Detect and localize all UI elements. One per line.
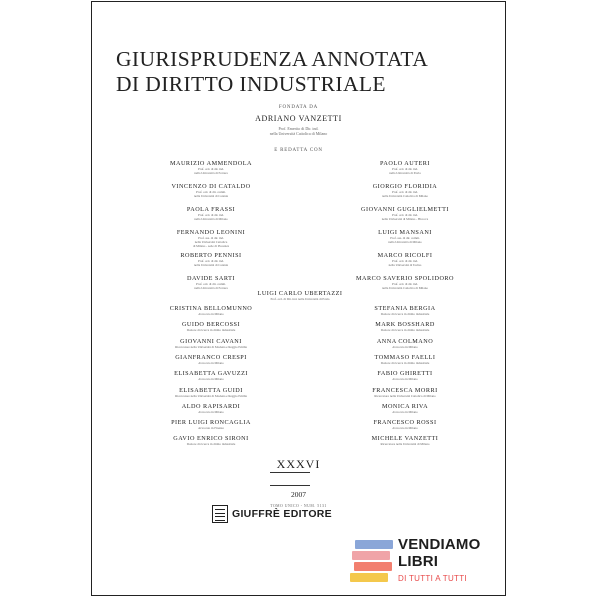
editor-name: MICHELE VANZETTI bbox=[371, 435, 439, 443]
editor-center bbox=[220, 290, 380, 302]
editor-name: ANNA COLMANO bbox=[376, 337, 434, 345]
book-stack-icon bbox=[352, 551, 390, 560]
editor-name: PIER LUIGI RONCAGLIA bbox=[171, 419, 251, 427]
editor-affiliation: Ricercatore nella Università di Modena e Reggio Emilia bbox=[175, 344, 247, 349]
book-stack-icon bbox=[350, 573, 388, 582]
editor-name: ELISABETTA GUIDI bbox=[179, 386, 243, 394]
book-stack-icon bbox=[355, 540, 393, 549]
editor-name: GIORGIO FLORIDIA bbox=[372, 183, 438, 190]
editor-name: STEFANIA BERGIA bbox=[374, 305, 436, 312]
badge-tagline: DI TUTTI A TUTTI bbox=[398, 574, 467, 583]
editor-affiliation: nella Università di Catania bbox=[193, 263, 229, 267]
editors-right-column bbox=[345, 160, 465, 290]
editor-affiliation: Prof. ord. di dir. ind. bbox=[197, 167, 225, 171]
editors-left-column bbox=[147, 160, 275, 290]
editor-name: PAOLA FRASSI bbox=[186, 206, 236, 213]
editor-entry bbox=[147, 252, 275, 267]
editor-affiliation: nella Università di Milano bbox=[388, 240, 422, 244]
editor-entry bbox=[147, 419, 275, 430]
editors-left-column-2 bbox=[147, 305, 275, 455]
editor-affiliation: Dottore di ricerca in diritto industriale bbox=[380, 360, 430, 365]
editor-name: MARCO SAVERIO SPOLIDORO bbox=[355, 275, 455, 282]
editor-entry bbox=[345, 160, 465, 175]
editor-affiliation: Dottore di ricerca in diritto industriale bbox=[380, 312, 430, 316]
editor-name: GIANFRANCO CRESPI bbox=[175, 353, 247, 361]
editor-name: DAVIDE SARTI bbox=[187, 275, 235, 282]
tomo-label: TOMO UNICO - NUM. 5131 bbox=[270, 504, 327, 508]
editor-name: CRISTINA BELLOMUNNO bbox=[169, 305, 253, 312]
editor-affiliation: nella Università di Milano - Bicocca bbox=[381, 217, 429, 221]
editor-name: MARCO RICOLFI bbox=[377, 252, 433, 259]
editor-affiliation: Avvocato in Firenze bbox=[198, 426, 224, 431]
editor-name: FERNANDO LEONINI bbox=[176, 229, 246, 236]
editor-entry bbox=[345, 206, 465, 221]
editor-affiliation: Dottore di ricerca in diritto industriale bbox=[186, 442, 236, 447]
editor-affiliation: Prof. ord. di dir. ind. bbox=[391, 190, 419, 194]
badge-line-2: LIBRI bbox=[398, 553, 439, 570]
editor-entry bbox=[345, 275, 465, 290]
editor-name: GIOVANNI CAVANI bbox=[180, 337, 242, 345]
editor-entry bbox=[147, 183, 275, 198]
editor-affiliation: Dottore di ricerca in diritto industriale bbox=[186, 328, 236, 333]
editor-affiliation: Prof. ord. di dir. ind. bbox=[197, 259, 225, 263]
book-stack-icon bbox=[354, 562, 392, 571]
editor-affiliation: nella Università di Pavia bbox=[389, 171, 421, 175]
editor-affiliation: nella Università di Ferrara bbox=[194, 171, 228, 175]
editor-name: GAVIO ENRICO SIRONI bbox=[173, 435, 249, 443]
editor-affiliation: nella Università Cattolica di Milano bbox=[382, 194, 428, 198]
book-title bbox=[116, 47, 428, 97]
title-line-2: DI DIRITTO INDUSTRIALE bbox=[116, 72, 386, 96]
editor-affiliation: Ricercatore nella Università Cattolica di Milano bbox=[374, 393, 436, 398]
editor-name: MONICA RIVA bbox=[381, 402, 429, 410]
editor-entry bbox=[345, 338, 465, 349]
editor-affiliation: Prof. ord. di dir. comm. bbox=[196, 282, 226, 286]
editor-entry bbox=[147, 370, 275, 381]
editor-entry bbox=[147, 435, 275, 446]
publisher-name: GIUFFRÈ EDITORE bbox=[232, 508, 332, 520]
editor-entry bbox=[345, 183, 465, 198]
editor-affiliation: Avvocato in Milano bbox=[392, 344, 418, 349]
founded-by-label: FONDATA DA bbox=[278, 105, 319, 110]
editor-name: ROBERTO PENNISI bbox=[180, 252, 242, 259]
editor-affiliation: Avvocato in Milano bbox=[198, 409, 224, 414]
editor-affiliation: Avvocato in Milano bbox=[392, 377, 418, 382]
editor-affiliation: Avvocato in Milano bbox=[198, 377, 224, 382]
collaborators-label: E REDATTA CON bbox=[274, 148, 323, 153]
vendiamo-libri-badge bbox=[350, 536, 486, 590]
badge-line-1: VENDIAMO bbox=[398, 536, 481, 553]
editor-affiliation: Avvocato in Milano bbox=[392, 409, 418, 414]
editor-entry bbox=[345, 435, 465, 446]
editor-name: GUIDO BERCOSSI bbox=[181, 321, 241, 329]
editor-entry bbox=[147, 354, 275, 365]
editor-entry bbox=[220, 290, 380, 301]
editor-entry bbox=[147, 229, 275, 248]
editor-name: TOMMASO FAELLI bbox=[374, 353, 436, 361]
editor-affiliation: nella Università di Milano bbox=[194, 217, 228, 221]
year-rule bbox=[270, 485, 310, 486]
editors-right-column-2 bbox=[345, 305, 465, 455]
editor-affiliation: Avvocato in Milano bbox=[198, 312, 224, 316]
editor-name: LUIGI CARLO UBERTAZZI bbox=[257, 290, 343, 297]
editor-entry bbox=[345, 387, 465, 398]
editor-name: ELISABETTA GAVUZZI bbox=[174, 370, 248, 378]
editor-name: FRANCESCO ROSSI bbox=[373, 419, 437, 427]
editor-entry bbox=[345, 419, 465, 430]
editor-affiliation: Prof. ass. di dir. comm. bbox=[390, 236, 420, 240]
editor-entry bbox=[345, 252, 465, 267]
volume-number: XXXVI bbox=[276, 457, 321, 471]
editor-entry bbox=[147, 321, 275, 332]
editor-affiliation: Avvocato in Milano bbox=[392, 426, 418, 431]
editor-affiliation: Prof. ord. di dir. ind. bbox=[197, 213, 225, 217]
editor-name: ALDO RAPISARDI bbox=[181, 402, 241, 410]
volume-rule bbox=[270, 472, 310, 473]
publisher bbox=[212, 505, 332, 523]
editor-affiliation: Avvocato in Milano bbox=[198, 360, 224, 365]
editor-entry bbox=[345, 321, 465, 332]
editor-entry bbox=[147, 305, 275, 316]
editor-affiliation: nella Università Cattolica bbox=[194, 240, 228, 244]
editor-entry bbox=[345, 403, 465, 414]
publisher-logo-icon bbox=[212, 505, 228, 523]
founder-affiliation-2: nella Università Cattolica di Milano bbox=[269, 131, 328, 136]
editor-affiliation: Prof. ord. di dir. ind. bbox=[391, 167, 419, 171]
editor-affiliation: Prof. ord. di dir. ind. bbox=[391, 282, 419, 286]
editor-entry bbox=[345, 354, 465, 365]
editor-entry bbox=[147, 160, 275, 175]
editor-affiliation: Prof. ord. di dir. ind. bbox=[391, 259, 419, 263]
editor-name: MARK BOSSHARD bbox=[375, 321, 435, 329]
founder-name: ADRIANO VANZETTI bbox=[255, 114, 342, 123]
editor-entry bbox=[345, 305, 465, 316]
editor-affiliation: Ricercatore nella Università di Modena e Reggio Emilia bbox=[175, 393, 247, 398]
editor-affiliation: Prof. ord. di dir. ind. bbox=[391, 213, 419, 217]
title-line-1: GIURISPRUDENZA ANNOTATA bbox=[116, 47, 429, 71]
editor-affiliation: Ricercatore nella Università di Milano bbox=[380, 442, 430, 447]
editor-affiliation: Prof. ass. di dir. ind. bbox=[198, 236, 224, 240]
editor-name: VINCENZO DI CATALDO bbox=[171, 183, 251, 190]
editor-entry bbox=[147, 403, 275, 414]
editor-name: PAOLO AUTERI bbox=[380, 160, 430, 167]
editor-name: FRANCESCA MORRI bbox=[372, 386, 438, 394]
editor-affiliation: Prof. ord. di dir. comm. bbox=[196, 190, 226, 194]
editor-name: FABIO GHIRETTI bbox=[377, 370, 433, 378]
year: 2007 bbox=[291, 490, 306, 499]
editor-affiliation: nella Università di Ferrara bbox=[194, 286, 228, 290]
editor-name: LUIGI MANSANI bbox=[378, 229, 432, 236]
editor-affiliation: di Milano - sede di Piacenza bbox=[192, 244, 230, 248]
editor-affiliation: Dottore di ricerca in diritto industriale bbox=[380, 328, 430, 333]
editor-affiliation: nella Università Cattolica di Milano bbox=[382, 286, 428, 290]
editor-name: GIOVANNI GUGLIELMETTI bbox=[361, 206, 449, 213]
editor-affiliation: nella Università di Torino bbox=[388, 263, 422, 267]
editor-entry bbox=[147, 338, 275, 349]
book-cover bbox=[91, 1, 506, 596]
editor-entry bbox=[345, 370, 465, 381]
editor-entry bbox=[147, 275, 275, 290]
editor-name: MAURIZIO AMMENDOLA bbox=[169, 160, 253, 167]
editor-entry bbox=[147, 387, 275, 398]
founder-affiliation-1: Prof. Emerito di Dir. ind. bbox=[278, 126, 319, 131]
editor-entry bbox=[345, 229, 465, 244]
editor-affiliation: Prof. ord. di Dir. ind. nella Università di Pavia bbox=[270, 297, 330, 301]
editor-affiliation: nella Università di Catania bbox=[193, 194, 229, 198]
editor-entry bbox=[147, 206, 275, 221]
